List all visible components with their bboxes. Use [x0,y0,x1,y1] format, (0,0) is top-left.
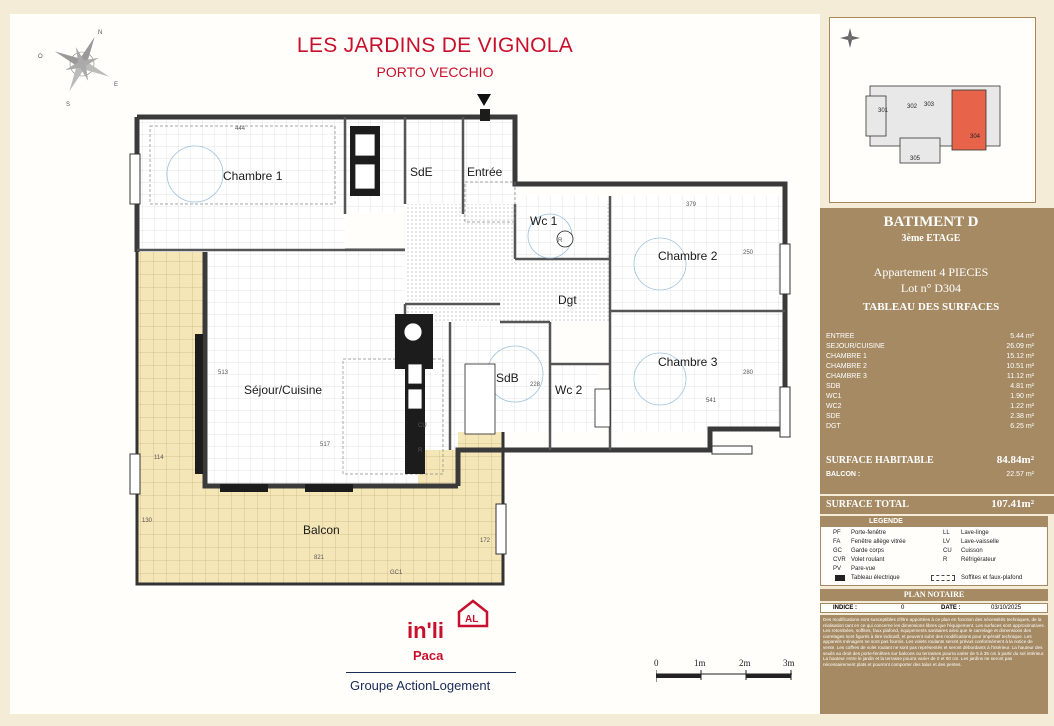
indice-label: INDICE : [833,605,857,611]
project-location: PORTO VECCHIO [376,64,494,80]
surface-value: 6.25 m² [1010,423,1034,430]
dim-gc1: GC1 [390,570,403,576]
scale-1m: 1m [694,658,706,668]
key-lot-305: 305 [910,156,921,162]
surface-value: 2.38 m² [1010,413,1034,420]
surface-name: WC2 [826,403,842,410]
label-balcon: Balcon [303,523,340,537]
appartement-label: Appartement 4 PIECES [873,265,989,279]
surface-name: SDB [826,383,841,390]
tableau-title: TABLEAU DES SURFACES [862,301,1000,313]
dim-517: 517 [320,442,331,448]
etage-label: 3ème ETAGE [901,233,961,244]
dim-280: 280 [743,370,754,376]
tableau-electrique-icon [835,575,845,581]
surface-habitable-value: 84.84m² [996,454,1034,466]
dim-250: 250 [743,250,754,256]
legend-text: Tableau électrique [851,575,900,581]
room-wc2 [550,364,598,432]
compass-o: O [38,54,43,60]
legend-text: Pare-vue [851,566,876,572]
batiment-title: BATIMENT D [883,214,979,230]
date-value: 03/10/2025 [991,605,1022,611]
key-lot-301: 301 [878,108,889,114]
surface-value: 1.90 m² [1010,393,1034,400]
key-plan-drawing [830,18,1035,202]
label-dgt: Dgt [558,293,577,307]
dim-821: 821 [314,555,325,561]
key-lot-303: 303 [924,102,935,108]
balcon-value: 22.57 m² [1006,471,1034,478]
floor-plan [10,14,820,614]
scale-2m: 2m [739,658,751,668]
legend-title: LEGENDE [821,517,1047,527]
balcon-label: BALCON : [826,471,861,478]
legend-text: Soffites et faux-plafond [961,575,1023,581]
surface-name: CHAMBRE 2 [826,363,867,370]
key-lot-304: 304 [970,134,981,140]
room-wc1 [515,196,607,259]
dim-172: 172 [480,538,491,544]
surface-row [826,333,1034,340]
date-label: DATE : [941,605,961,611]
compass-e: E [114,82,119,88]
legend-code: LV [943,539,950,545]
entrance-arrow-icon [477,94,491,106]
code-cu: CU [418,423,427,429]
surface-row [826,383,1034,390]
surface-row [826,353,1034,360]
disclaimer-text: Des modifications sont susceptibles d'être apportées à ce plan en fonction des nécessités techniques, de la réalisation tant en ce qui concerne les dimensions libres que l'équipement. Les surfaces sont approximatives. Les retombées, soffites, faux plafond, équipements sanitaires ainsi que le carrelage et dimensions des carrelages sont figurés à titre indicatif, et peuvent subir des modifications pour impératif technique. Les appareils ménagers ne sont pas fournis. Les volets roulants seront prévus conformément à la notice de vente. Les coffres de volet roulant ne sont pas représentés et seront débordants à l'intérieur. La hauteur des seuils au droit des porte-fenêtres sur balcons ou terrasses pourra varier de 5 à 35 cm à partir du sol intérieur. La hauteur entre le jardin et la terrasse pourra varier de 0 et 60 cm. Les jardins ne seront pas nécessairement plats et pourront comporter des talus et des pentes. [820,615,1048,714]
label-sdb: SdB [496,371,519,385]
surface-name: SEJOUR/CUISINE [826,343,885,350]
surface-row [826,343,1034,350]
logo-group: Groupe ActionLogement [350,678,491,693]
surface-value: 11.12 m² [1006,373,1034,380]
scale-ruler [656,670,796,684]
indice-value: 0 [901,605,905,611]
room-chambre-1 [137,117,345,252]
surface-name: ENTREE [826,333,855,340]
legend-code: FA [833,539,841,545]
surface-row [826,393,1034,400]
dim-130: 130 [142,518,153,524]
legend-text: Fenêtre allège vitrée [851,539,906,545]
legend-text: Lave-vaisselle [961,539,1000,545]
legend-code: CVR [833,557,846,563]
surfaces-block [820,208,1054,494]
legend-text: Cuisson [961,548,983,554]
surface-total-bar [820,496,1054,514]
label-entree: Entrée [467,165,503,179]
surface-value: 4.81 m² [1010,383,1034,390]
surface-total-value: 107.41m² [991,498,1034,510]
label-chambre-1: Chambre 1 [223,169,283,183]
legend-text: Porte-fenêtre [851,530,887,536]
code-r: R [418,448,423,454]
house-badge-icon [456,598,490,628]
info-panel [820,14,1054,714]
logo-divider [346,672,516,673]
logo-brand: in'li [407,618,445,643]
key-plan [829,17,1036,203]
compass-n: N [98,30,103,36]
key-lot-302: 302 [907,104,918,110]
scale-0: 0 [654,658,659,668]
surface-name: WC1 [826,393,842,400]
surface-value: 1.22 m² [1010,403,1034,410]
legend-code: LL [943,530,950,536]
compass-rose-icon [38,30,118,108]
label-chambre-2: Chambre 2 [658,249,718,263]
legend-box [820,516,1048,586]
plan-notaire-title: PLAN NOTAIRE [820,589,1048,601]
legend-code: CU [943,548,952,554]
key-lot-d304 [952,90,986,150]
legend-code: R [943,557,948,563]
dim-114: 114 [154,455,164,461]
soffite-icon [931,575,955,581]
dim-228: 228 [530,382,541,388]
surface-row [826,413,1034,420]
surface-value: 26.09 m² [1006,343,1034,350]
dim-513: 513 [218,370,229,376]
legend-text: Réfrigérateur [961,557,997,563]
compass-s: S [66,102,71,108]
surface-value: 5.44 m² [1010,333,1034,340]
surface-row [826,373,1034,380]
dim-444: 444 [235,126,246,132]
dim-541: 541 [706,398,717,404]
lot-label: Lot n° D304 [900,281,962,295]
key-compass-icon [840,28,860,48]
label-sejour: Séjour/Cuisine [244,383,323,397]
scale-3m: 3m [783,658,795,668]
surface-row [826,403,1034,410]
legend-text: Lave-linge [961,530,989,536]
legend-text: Volet roulant [851,557,885,563]
surface-name: SDE [826,413,841,420]
surface-name: CHAMBRE 1 [826,353,867,360]
logo-badge-text: AL [465,614,479,625]
surface-row [826,423,1034,430]
label-wc2: Wc 2 [555,383,583,397]
legend-text: Garde corps [851,548,885,554]
legend-code: GC [833,548,842,554]
legend-code: PV [833,566,842,572]
project-title: LES JARDINS DE VIGNOLA [296,34,574,57]
surface-value: 10.51 m² [1006,363,1034,370]
legend-code: PF [833,530,841,536]
surface-habitable-label: SURFACE HABITABLE [826,455,934,466]
label-wc1: Wc 1 [530,214,558,228]
room-chambre-3 [610,311,782,431]
inli-logo [344,598,524,698]
surface-name: CHAMBRE 3 [826,373,867,380]
label-sde: SdE [410,165,433,179]
logo-region: Paca [413,648,444,663]
surface-value: 15.12 m² [1006,353,1034,360]
code-r-wc: R [558,238,563,244]
dim-379: 379 [686,202,697,208]
indice-date-row [820,603,1048,613]
surface-row [826,363,1034,370]
surface-total-label: SURFACE TOTAL [826,499,909,510]
surface-name: DGT [826,423,841,430]
label-chambre-3: Chambre 3 [658,355,718,369]
scale-bar [652,658,802,688]
